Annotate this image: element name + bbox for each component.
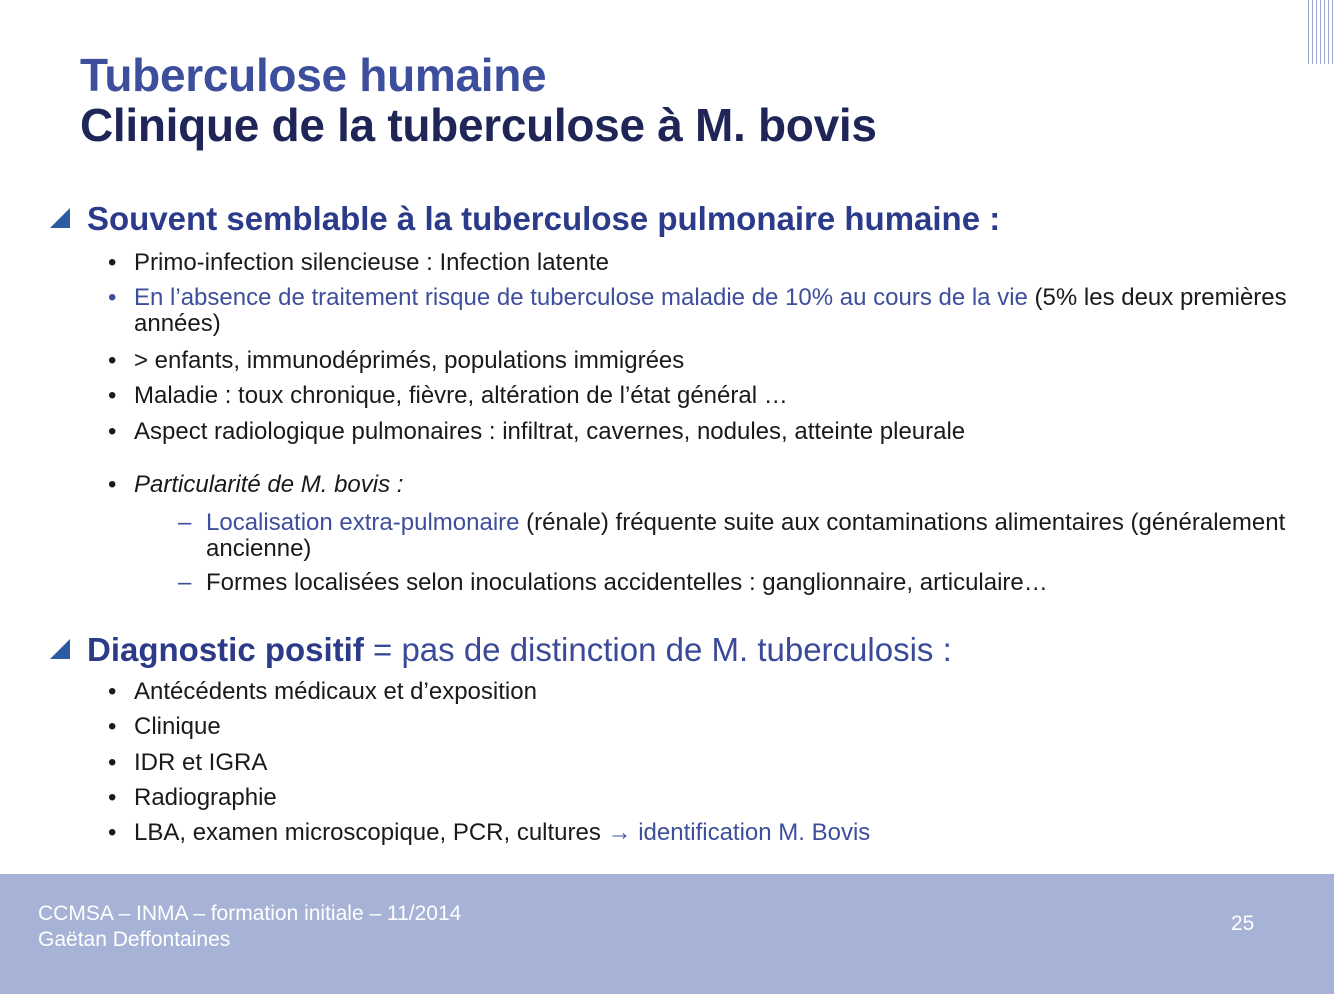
bullet-item	[108, 250, 1288, 276]
title-line-2: Clinique de la tuberculose à M. bovis	[80, 99, 877, 151]
bullet-text	[134, 285, 1288, 337]
bullet-dot-icon: •	[108, 713, 117, 740]
sub-bullet-item	[178, 570, 1288, 596]
section-2-heading	[50, 631, 952, 669]
bullet-text: Maladie : toux chronique, fièvre, altération de l’état général …	[134, 382, 788, 409]
bullet-text	[134, 820, 1288, 846]
sub-bullet-text-rest: (rénale) fréquente suite aux contaminations alimentaires (généralement ancienne)	[206, 509, 1286, 562]
page-number: 25	[1231, 912, 1255, 935]
slide-title	[80, 49, 877, 151]
bullet-item	[108, 714, 1288, 740]
bullet-text-rest: (5% les deux premières années)	[134, 284, 1287, 337]
bullet-text: Particularité de M. bovis :	[134, 471, 404, 498]
bullet-dot-icon: •	[108, 347, 117, 374]
section-2-heading-rest: = pas de distinction de M. tuberculosis :	[363, 631, 952, 668]
bullet-text: Primo-infection silencieuse : Infection latente	[134, 249, 609, 276]
bullet-text-highlight: En l’absence de traitement risque de tuberculose maladie de 10% au cours de la vie	[134, 284, 1028, 311]
dash-bullet-icon: –	[178, 509, 192, 536]
bullet-item	[108, 820, 1288, 846]
bullet-item	[108, 419, 1288, 445]
bullet-text: IDR et IGRA	[134, 749, 268, 776]
decorative-corner-lines	[1308, 0, 1334, 64]
bullet-item	[108, 383, 1288, 409]
triangle-bullet-icon	[50, 639, 70, 659]
bullet-text-start: LBA, examen microscopique, PCR, cultures	[134, 819, 608, 846]
bullet-text-highlight: → identification M. Bovis	[607, 819, 871, 846]
sub-bullet-text: Formes localisées selon inoculations accidentelles : ganglionnaire, articulaire…	[206, 569, 1048, 596]
sub-bullet-item	[178, 510, 1288, 562]
bullet-item	[108, 679, 1288, 705]
bullet-text: Radiographie	[134, 784, 277, 811]
title-line-1: Tuberculose humaine	[80, 49, 547, 101]
dash-bullet-icon: –	[178, 569, 192, 596]
bullet-dot-icon: •	[108, 249, 117, 276]
section-2-heading-bold: Diagnostic positif	[87, 631, 364, 668]
triangle-bullet-icon	[50, 208, 70, 228]
footer-author: Gaëtan Deffontaines	[38, 928, 231, 951]
section-1-heading-text: Souvent semblable à la tuberculose pulmonaire humaine :	[87, 200, 1001, 237]
sub-bullet-text	[206, 510, 1288, 562]
bullet-dot-icon: •	[108, 284, 117, 311]
bullet-dot-icon: •	[108, 418, 117, 445]
section-1-heading	[50, 200, 1000, 238]
bullet-dot-icon: •	[108, 784, 117, 811]
sub-bullet-text-highlight: Localisation extra-pulmonaire	[206, 509, 520, 536]
bullet-dot-icon: •	[108, 819, 117, 846]
bullet-item	[108, 285, 1288, 337]
bullet-dot-icon: •	[108, 471, 117, 498]
bullet-text: Clinique	[134, 713, 221, 740]
bullet-text: Aspect radiologique pulmonaires : infiltrat, cavernes, nodules, atteinte pleurale	[134, 418, 966, 445]
bullet-item	[108, 785, 1288, 811]
bullet-dot-icon: •	[108, 382, 117, 409]
bullet-dot-icon: •	[108, 678, 117, 705]
bullet-dot-icon: •	[108, 749, 117, 776]
bullet-item	[108, 472, 1288, 498]
bullet-item	[108, 750, 1288, 776]
bullet-text: Antécédents médicaux et d’exposition	[134, 678, 537, 705]
bullet-text: > enfants, immunodéprimés, populations immigrées	[134, 347, 685, 374]
bullet-item	[108, 348, 1288, 374]
footer-course-info: CCMSA – INMA – formation initiale – 11/2014	[38, 902, 462, 925]
